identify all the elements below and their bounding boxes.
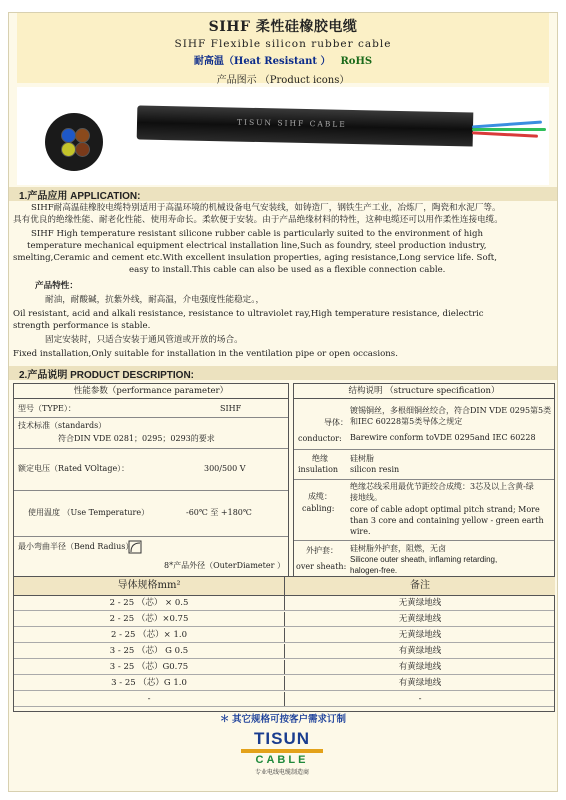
divider (294, 540, 554, 541)
sheath-cn: 硅树脂外护套，阻燃，无卤 (350, 544, 446, 553)
spec-note-cell: 有黄绿地线 (284, 644, 555, 658)
divider (14, 536, 288, 537)
spec-note-cell: 有黄绿地线 (284, 676, 555, 690)
divider (14, 417, 288, 418)
sheath-en-line2: halogen-free. (350, 566, 398, 575)
structure-specification-box (293, 383, 555, 577)
spec-note-cell: 无黄绿地线 (284, 628, 555, 642)
conductor-label: 导体： (324, 418, 348, 427)
spec-size-cell: - (147, 694, 151, 704)
logo-cable-text: CABLE (255, 754, 309, 766)
spec-size-cell: 2 - 25 （芯） × 0.5 (109, 598, 189, 608)
sheath-label: 外护套： (306, 546, 338, 555)
cabling-en-line2: than 3 core and containing yellow - green earth (350, 516, 544, 525)
custom-spec-note: ＊ 其它规格可按客户需求订制 (219, 714, 347, 725)
cabling-label: 成缆： (308, 492, 332, 501)
divider (14, 490, 288, 491)
heat-resistant-label (17, 52, 549, 67)
features-en-line1: Oil resistant, acid and alkali resistance, resistance to ultraviolet ray,High temperature resistance, dielectric (13, 309, 484, 319)
cabling-cn-line1: 绝缘芯线采用最优节距绞合成缆：3芯及以上含黄-绿 (350, 482, 534, 491)
features-en-line2: strength performance is stable. (13, 321, 151, 331)
page-title: SIHF 柔性硅橡胶电缆 (208, 19, 358, 35)
insulation-label-en: insulation (298, 465, 339, 474)
conductor-en: Barewire conform toVDE 0295and IEC 60228 (350, 433, 536, 442)
features-cn: 耐油，耐酸碱，抗紫外线，耐高温，介电强度性能稳定。， (45, 295, 265, 305)
wire-green (472, 128, 546, 131)
spec-header-size: 导体规格mm² (14, 577, 284, 596)
cabling-en-line3: wire. (350, 527, 371, 536)
table-row (14, 676, 554, 691)
specifications-table (13, 576, 555, 712)
cabling-en-line1: core of cable adopt optimal pitch strand; More (350, 505, 540, 514)
conductor-cn-line1: 镀锡铜丝，多根细铜丝绞合，符合DIN VDE 0295第5类 (350, 406, 552, 415)
app-en-line3: smelting,Ceramic and cement etc.With excellent insulation properties, aging resistance,Long service life. Soft, (13, 253, 497, 263)
standards-value: 符合DIN VDE 0281；0295；0293的要求 (58, 434, 215, 443)
application-heading (9, 187, 557, 201)
conductor-label-en: conductor: (298, 434, 342, 443)
standards-label: 技术标准（standards） (18, 421, 107, 430)
performance-header: 性能参数（performance parameter） (14, 384, 288, 399)
insulation-label: 绝缘 (312, 454, 328, 463)
product-icons-label: 产品图示 （Product icons） (216, 75, 350, 86)
model-value: SIHF (220, 404, 242, 413)
cable-print-text: TISUN SIHF CABLE (236, 117, 347, 129)
fixed-install-en: Fixed installation,Only suitable for installation in the ventilation pipe or open occasions. (13, 349, 398, 359)
header-block (17, 13, 549, 86)
spec-header-note: 备注 (284, 577, 555, 596)
description-heading-text: 2.产品说明 PRODUCT DESCRIPTION: (19, 370, 195, 381)
core-yg (75, 142, 90, 157)
structure-header: 结构说明 （structure specification） (294, 384, 554, 399)
cable-cross-section-icon (45, 113, 103, 171)
temperature-value: -60℃ 至 +180℃ (186, 508, 252, 517)
spec-size-cell: 3 - 25 （芯）G0.75 (109, 662, 189, 672)
features-title: 产品特性： (35, 281, 78, 291)
cable-body-image (137, 105, 474, 146)
divider (294, 449, 554, 450)
performance-parameters-box (13, 383, 289, 577)
cabling-label-en: cabling: (302, 504, 335, 513)
model-label: 型号（TYPE）： (18, 404, 76, 413)
table-row (14, 644, 554, 659)
spec-note-cell: 无黄绿地线 (284, 612, 555, 626)
application-heading-text: 1.产品应用 APPLICATION: (19, 191, 141, 202)
tisun-cable-logo (241, 729, 323, 776)
core-brown (75, 128, 90, 143)
app-cn-line1: SIHF耐高温硅橡胶电缆特别适用于高温环境的机械设备电气安装线，如铸造厂，钢铁生产工业，冶炼厂，陶瓷和水泥厂等。 (31, 203, 501, 213)
spec-note-cell: 有黄绿地线 (284, 660, 555, 674)
bend-radius-label: 最小弯曲半径（Bend Radius） (18, 542, 134, 551)
table-row (14, 692, 554, 707)
table-row (14, 596, 554, 611)
logo-subtitle: 专业电线电缆制造商 (254, 769, 309, 776)
spec-note-cell: 无黄绿地线 (284, 596, 555, 610)
divider (294, 479, 554, 480)
sheath-en-line1: Silicone outer sheath, inflaming retarding, (350, 555, 498, 564)
table-row (14, 612, 554, 627)
sheath-label-en: over sheath: (296, 562, 347, 571)
core-black (61, 142, 76, 157)
spec-size-cell: 2 - 25 （芯）× 1.0 (110, 630, 188, 640)
datasheet-page (8, 12, 558, 792)
bend-radius-icon (128, 540, 142, 554)
app-en-line1: SIHF High temperature resistant silicone rubber cable is particularly suited to the environment of high (31, 229, 484, 239)
logo-tisun-text: TISUN (254, 729, 310, 748)
table-row (14, 660, 554, 675)
app-en-line4: easy to install.This cable can also be used as a flexible connection cable. (129, 265, 446, 275)
page-subtitle: SIHF Flexible silicon rubber cable (174, 38, 392, 50)
conductor-cn-line2: 和IEC 60228第5类导体之规定 (350, 417, 463, 426)
divider (14, 448, 288, 449)
app-cn-line2: 具有优良的绝缘性能、耐老化性能、使用寿命长。柔软便于安装。由于产品绝缘材料的特性，这种电缆还可以用作柔性连接电缆。 (13, 215, 503, 225)
insulation-cn: 硅树脂 (350, 454, 374, 463)
temperature-label: 使用温度 （Use Temperature） (28, 508, 150, 517)
bend-radius-value: 8*产品外径（OuterDiameter ） (164, 561, 285, 570)
core-blue (61, 128, 76, 143)
voltage-label: 额定电压（Rated VOltage）： (18, 464, 130, 473)
heat-text: 耐高温（Heat Resistant ） (193, 56, 331, 67)
description-heading (9, 366, 557, 380)
wire-red (472, 131, 538, 137)
cabling-cn-line2: 接地线。 (350, 493, 382, 502)
app-en-line2: temperature mechanical equipment electrical installation line,Such as foundry, steel production industry, (27, 241, 487, 251)
product-photo (17, 87, 549, 185)
spec-size-cell: 2 - 25 （芯）×0.75 (109, 614, 189, 624)
spec-note-cell: - (284, 692, 555, 706)
insulation-en: silicon resin (350, 465, 400, 474)
spec-size-cell: 3 - 25 （芯） G 0.5 (109, 646, 189, 656)
spec-size-cell: 3 - 25 （芯）G 1.0 (111, 678, 187, 688)
logo-stripe (241, 749, 323, 753)
fixed-install-cn: 固定安装时，只适合安装于通风管道或开放的场合。 (45, 335, 243, 345)
voltage-value: 300/500 V (204, 464, 246, 473)
table-row (14, 628, 554, 643)
rohs-badge: RoHS (340, 56, 373, 67)
